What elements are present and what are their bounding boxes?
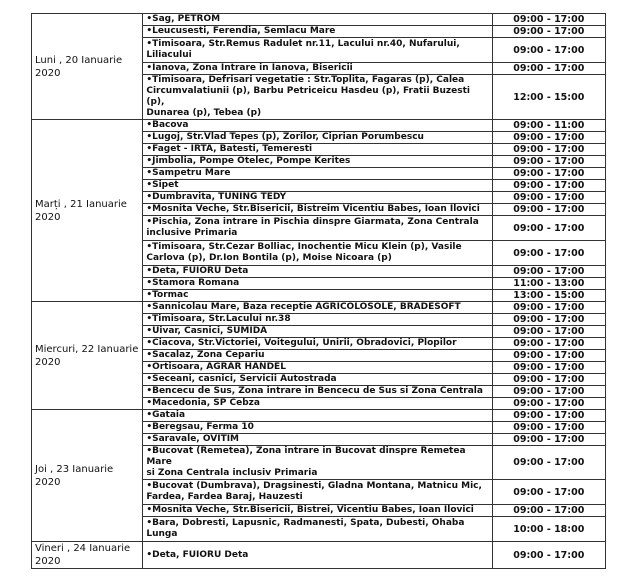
time-interval-cell: 09:00 - 17:00: [492, 338, 605, 350]
time-interval-cell: 09:00 - 17:00: [492, 350, 605, 362]
schedule-row: [32, 542, 606, 569]
day-label: Marți , 21 Ianuarie 2020: [32, 120, 143, 302]
time-interval-cell: 09:00 - 17:00: [492, 398, 605, 410]
time-interval-cell: 09:00 - 17:00: [492, 386, 605, 398]
location-cell: •Bara, Dobresti, Lapusnic, Radmanesti, Spata, Dubesti, Ohaba Lunga: [143, 517, 492, 542]
day-label: Vineri , 24 Ianuarie 2020: [32, 542, 143, 569]
location-cell: •Timisoara, Str.Cezar Bolliac, Inochentie Micu Klein (p), Vasile Carlova (p), Dr.Ion Bontila (p), Moise Nicoara (p): [143, 241, 492, 266]
time-interval-cell: 09:00 - 17:00: [492, 192, 605, 204]
schedule-body: [32, 14, 606, 569]
time-interval-cell: 09:00 - 17:00: [492, 38, 605, 63]
day-label: Miercuri, 22 Ianuarie 2020: [32, 302, 143, 410]
location-cell: •Faget - IRTA, Batesti, Temeresti: [143, 144, 492, 156]
location-cell: •Bencecu de Sus, Zona intrare in Bencecu de Sus si Zona Centrala: [143, 386, 492, 398]
location-cell: •Tormac: [143, 290, 492, 302]
time-interval-cell: 12:00 - 15:00: [492, 75, 605, 120]
location-cell: •Uivar, Casnici, SUMIDA: [143, 326, 492, 338]
location-cell: •Timisoara, Str.Lacului nr.38: [143, 314, 492, 326]
day-label: Luni , 20 Ianuarie 2020: [32, 14, 143, 120]
time-interval-cell: 09:00 - 17:00: [492, 63, 605, 75]
location-cell: •Sipet: [143, 180, 492, 192]
schedule-row: [32, 302, 606, 314]
time-interval-cell: 09:00 - 17:00: [492, 156, 605, 168]
location-cell: •Ortisoara, AGRAR HANDEL: [143, 362, 492, 374]
location-cell: •Sannicolau Mare, Baza receptie AGRICOLOSOLE, BRADESOFT: [143, 302, 492, 314]
time-interval-cell: 09:00 - 17:00: [492, 168, 605, 180]
location-cell: •Ciacova, Str.Victoriei, Voitegului, Unirii, Obradovici, Plopilor: [143, 338, 492, 350]
time-interval-cell: 09:00 - 11:00: [492, 120, 605, 132]
time-interval-cell: 09:00 - 17:00: [492, 216, 605, 241]
location-cell: •Leucusesti, Ferendia, Semlacu Mare: [143, 26, 492, 38]
location-cell: •Timisoara, Defrisari vegetatie : Str.Toplita, Fagaras (p), Calea Circumvalatiunii (p), Barbu Petriceicu Hasdeu (p), Fratii Buzesti (p), Dunarea (p), Tebea (p): [143, 75, 492, 120]
time-interval-cell: 09:00 - 17:00: [492, 204, 605, 216]
schedule-row: [32, 14, 606, 26]
location-cell: •Timisoara, Str.Remus Radulet nr.11, Lacului nr.40, Nufarului, Liliacului: [143, 38, 492, 63]
schedule-row: [32, 410, 606, 422]
location-cell: •Beregsau, Ferma 10: [143, 422, 492, 434]
location-cell: •Bucovat (Remetea), Zona intrare in Bucovat dinspre Remetea Mare si Zona Centrala inclusiv Primaria: [143, 446, 492, 480]
time-interval-cell: 09:00 - 17:00: [492, 505, 605, 517]
location-cell: •Mosnita Veche, Str.Bisericii, Bistreim Vicentiu Babes, Ioan Ilovici: [143, 204, 492, 216]
location-cell: •Gataia: [143, 410, 492, 422]
time-interval-cell: 09:00 - 17:00: [492, 374, 605, 386]
location-cell: •Bacova: [143, 120, 492, 132]
time-interval-cell: 09:00 - 17:00: [492, 241, 605, 266]
time-interval-cell: 09:00 - 17:00: [492, 14, 605, 26]
time-interval-cell: 09:00 - 17:00: [492, 542, 605, 569]
time-interval-cell: 09:00 - 17:00: [492, 362, 605, 374]
time-interval-cell: 09:00 - 17:00: [492, 266, 605, 278]
time-interval-cell: 09:00 - 17:00: [492, 180, 605, 192]
time-interval-cell: 09:00 - 17:00: [492, 132, 605, 144]
time-interval-cell: 09:00 - 17:00: [492, 144, 605, 156]
location-cell: •Ianova, Zona Intrare in Ianova, Bisericii: [143, 63, 492, 75]
location-cell: •Sag, PETROM: [143, 14, 492, 26]
time-interval-cell: 09:00 - 17:00: [492, 422, 605, 434]
location-cell: •Sampetru Mare: [143, 168, 492, 180]
time-interval-cell: 09:00 - 17:00: [492, 446, 605, 480]
outage-schedule-table: [31, 13, 606, 569]
time-interval-cell: 09:00 - 17:00: [492, 302, 605, 314]
location-cell: •Saravale, OVITIM: [143, 434, 492, 446]
time-interval-cell: 09:00 - 17:00: [492, 480, 605, 505]
location-cell: •Deta, FUIORU Deta: [143, 542, 492, 569]
location-cell: •Macedonia, SP Cebza: [143, 398, 492, 410]
location-cell: •Sacalaz, Zona Cepariu: [143, 350, 492, 362]
location-cell: •Seceani, casnici, Servicii Autostrada: [143, 374, 492, 386]
time-interval-cell: 09:00 - 17:00: [492, 410, 605, 422]
location-cell: •Mosnita Veche, Str.Bisericii, Bistrei, Vicentiu Babes, Ioan Ilovici: [143, 505, 492, 517]
location-cell: •Pischia, Zona intrare in Pischia dinspre Giarmata, Zona Centrala inclusive Primaria: [143, 216, 492, 241]
time-interval-cell: 10:00 - 18:00: [492, 517, 605, 542]
time-interval-cell: 11:00 - 13:00: [492, 278, 605, 290]
time-interval-cell: 09:00 - 17:00: [492, 26, 605, 38]
location-cell: •Stamora Romana: [143, 278, 492, 290]
day-label: Joi , 23 Ianuarie 2020: [32, 410, 143, 542]
location-cell: •Jimbolia, Pompe Otelec, Pompe Kerites: [143, 156, 492, 168]
time-interval-cell: 09:00 - 17:00: [492, 314, 605, 326]
schedule-row: [32, 120, 606, 132]
location-cell: •Bucovat (Dumbrava), Dragsinesti, Gladna Montana, Matnicu Mic, Fardea, Fardea Baraj, Hauzesti: [143, 480, 492, 505]
location-cell: •Lugoj, Str.Vlad Tepes (p), Zorilor, Ciprian Porumbescu: [143, 132, 492, 144]
time-interval-cell: 13:00 - 15:00: [492, 290, 605, 302]
time-interval-cell: 09:00 - 17:00: [492, 434, 605, 446]
location-cell: •Dumbravita, TUNING TEDY: [143, 192, 492, 204]
time-interval-cell: 09:00 - 17:00: [492, 326, 605, 338]
location-cell: •Deta, FUIORU Deta: [143, 266, 492, 278]
